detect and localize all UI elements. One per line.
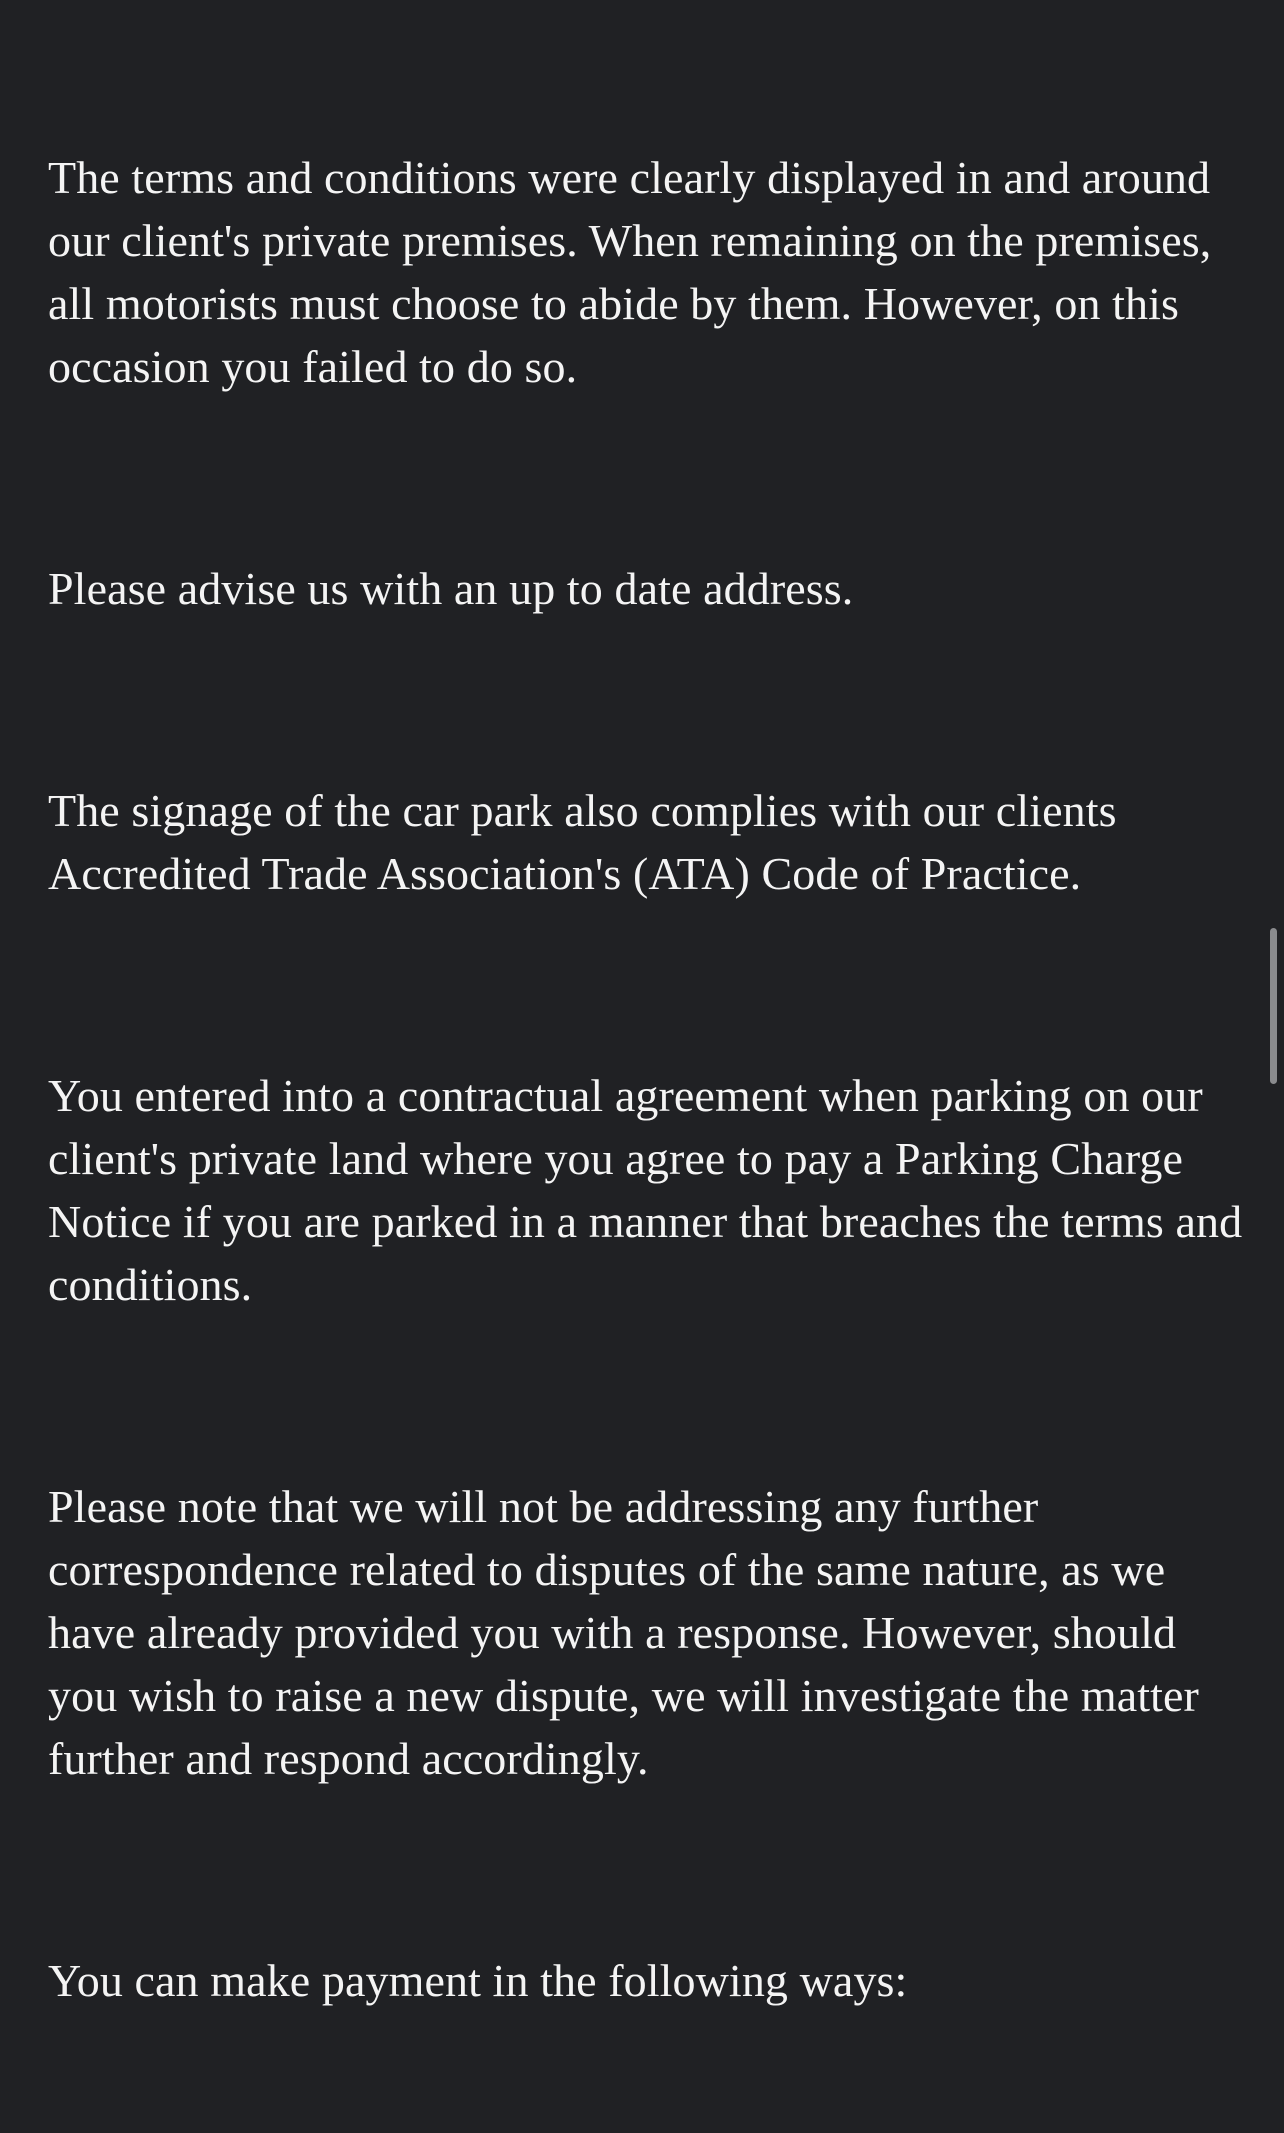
email-body bbox=[48, 146, 1248, 2012]
email-paragraph-payment-methods: You can make payment in the following ways: bbox=[48, 1955, 908, 2006]
email-paragraph-contractual-agreement: You entered into a contractual agreement when parking on our client's private land where you agree to pay a Parking Charge Notice if you are parked in a manner that breaches the terms and conditions. bbox=[48, 1070, 1243, 1310]
email-paragraph-no-further-correspondence: Please note that we will not be addressing any further correspondence related to disputes of the same nature, as we have already provided you with a response. However, should you wish to raise a new dispute, we will investigate the matter further and respond accordingly. bbox=[48, 1481, 1199, 1784]
email-paragraph-terms-displayed: The terms and conditions were clearly displayed in and around our client's private premises. When remaining on the premises, all motorists must choose to abide by them. However, on this occasion you failed to do so. bbox=[48, 152, 1212, 392]
scrollbar-thumb[interactable] bbox=[1270, 928, 1277, 1084]
email-paragraph-signage-compliance: The signage of the car park also complies with our clients Accredited Trade Association's (ATA) Code of Practice. bbox=[48, 785, 1117, 899]
vertical-scrollbar[interactable] bbox=[1262, 0, 1284, 2133]
email-paragraph-address-request: Please advise us with an up to date address. bbox=[48, 563, 854, 614]
